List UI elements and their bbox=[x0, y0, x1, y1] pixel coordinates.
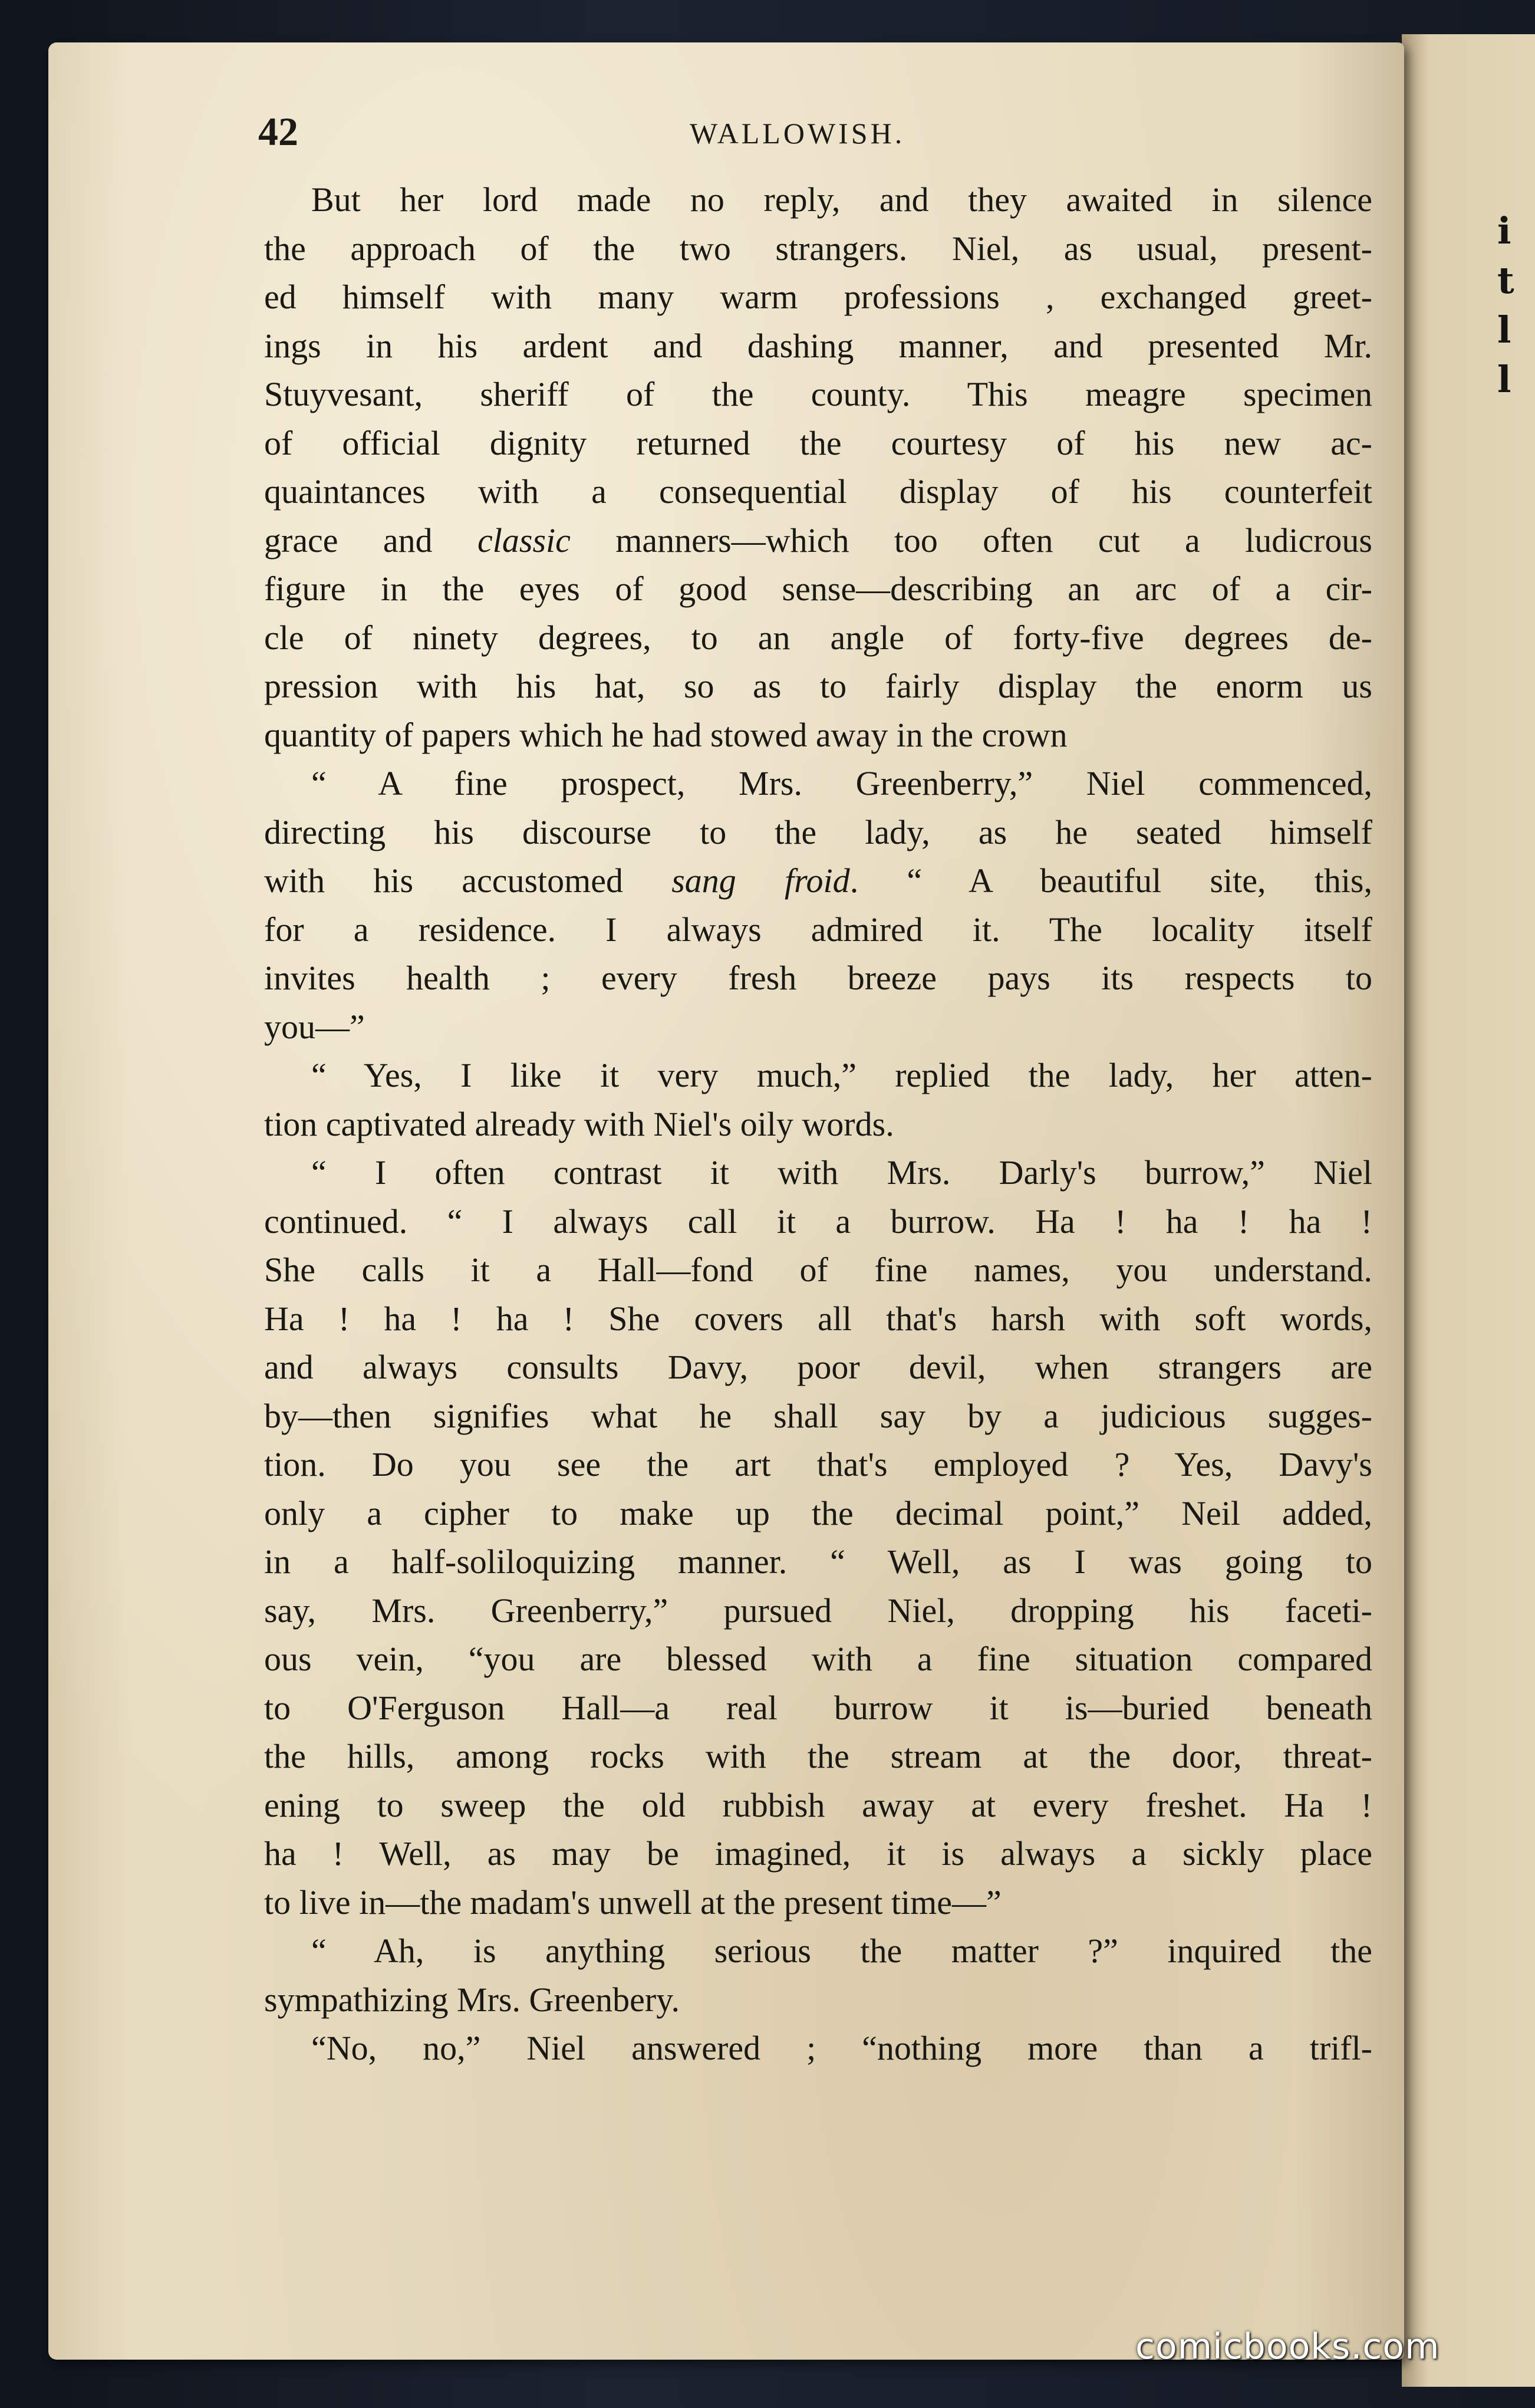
text-line: tion. Do you see the art that's employed ? Yes, Davy's bbox=[264, 1445, 1372, 1483]
text-line: say, Mrs. Greenberry,” pursued Niel, dropping his faceti- bbox=[264, 1591, 1372, 1630]
text-line: ous vein, “you are blessed with a fine situation compared bbox=[264, 1640, 1372, 1678]
text-line: ha ! Well, as may be imagined, it is always a sickly place bbox=[264, 1834, 1372, 1873]
text-line: pression with his hat, so as to fairly display the enorm us bbox=[264, 667, 1372, 705]
text-line: directing his discourse to the lady, as he seated himself bbox=[264, 812, 1372, 851]
page-number: 42 bbox=[258, 109, 298, 154]
text-line: continued. “ I always call it a burrow. Ha ! ha ! ha ! bbox=[264, 1202, 1372, 1241]
text-line: “No, no,” Niel answered ; “nothing more than a trifl- bbox=[311, 2029, 1372, 2067]
italic-word: classic bbox=[477, 521, 571, 560]
text-line: quaintances with a consequential display of his counterfeit bbox=[264, 472, 1372, 511]
text-line: She calls it a Hall—fond of fine names, you understand. bbox=[264, 1251, 1372, 1289]
site-watermark: comicbooks.com bbox=[1135, 2326, 1440, 2367]
text-line: Ha ! ha ! ha ! She covers all that's harsh with soft words, bbox=[264, 1299, 1372, 1338]
text-line: “ A fine prospect, Mrs. Greenberry,” Niel commenced, bbox=[311, 764, 1372, 802]
text-line: invites health ; every fresh breeze pays its respects to bbox=[264, 959, 1372, 997]
text-line: ed himself with many warm professions , exchanged greet- bbox=[264, 278, 1372, 316]
running-head: WALLOWISH. bbox=[690, 117, 905, 150]
facing-page-glyph: l bbox=[1497, 308, 1511, 351]
text-line: by—then signifies what he shall say by a judicious sugges- bbox=[264, 1396, 1372, 1435]
text-line: of official dignity returned the courtesy of his new ac- bbox=[264, 423, 1372, 462]
text-line: “ Yes, I like it very much,” replied the lady, her atten- bbox=[311, 1056, 1372, 1094]
text-line: and always consults Davy, poor devil, when strangers are bbox=[264, 1348, 1372, 1386]
text-line: the approach of the two strangers. Niel, as usual, present- bbox=[264, 229, 1372, 268]
text-line: ening to sweep the old rubbish away at every freshet. Ha ! bbox=[264, 1785, 1372, 1824]
text-line: to live in—the madam's unwell at the present time—” bbox=[264, 1883, 1002, 1922]
text-line: only a cipher to make up the decimal point,” Neil added, bbox=[264, 1494, 1372, 1532]
italic-phrase: sang froid bbox=[671, 861, 850, 900]
text-line: in a half-soliloquizing manner. “ Well, as I was going to bbox=[264, 1542, 1372, 1581]
text-line: to O'Ferguson Hall—a real burrow it is—buried beneath bbox=[264, 1688, 1372, 1727]
text-line: Stuyvesant, sheriff of the county. This meagre specimen bbox=[264, 375, 1372, 413]
text-line: figure in the eyes of good sense—describing an arc of a cir- bbox=[264, 570, 1372, 608]
text-line: quantity of papers which he had stowed away in the crown bbox=[264, 715, 1068, 754]
text-line: “ Ah, is anything serious the matter ?” inquired the bbox=[311, 1932, 1372, 1970]
text-line: with his accustomed sang froid. “ A beautiful site, this, bbox=[264, 861, 1373, 900]
text-line: for a residence. I always admired it. The locality itself bbox=[264, 910, 1372, 949]
facing-page-glyph: i bbox=[1497, 209, 1511, 252]
text-line: “ I often contrast it with Mrs. Darly's burrow,” Niel bbox=[311, 1153, 1372, 1192]
text-line: sympathizing Mrs. Greenbery. bbox=[264, 1980, 680, 2019]
facing-page-glyph: t bbox=[1497, 259, 1514, 302]
text-line: the hills, among rocks with the stream at the door, threat- bbox=[264, 1737, 1372, 1775]
text-line: cle of ninety degrees, to an angle of forty-five degrees de- bbox=[264, 618, 1372, 657]
text-line: ings in his ardent and dashing manner, and presented Mr. bbox=[264, 326, 1372, 365]
page-header bbox=[258, 105, 1355, 158]
text-line: you—” bbox=[264, 1007, 365, 1046]
body-text bbox=[264, 176, 1372, 2073]
facing-page-text-fragments bbox=[1497, 206, 1533, 404]
text-line: But her lord made no reply, and they awaited in silence bbox=[311, 180, 1372, 219]
facing-page-glyph: l bbox=[1497, 358, 1511, 401]
text-line: tion captivated already with Niel's oily words. bbox=[264, 1104, 894, 1143]
text-line: grace and classic manners—which too often cut a ludicrous bbox=[264, 521, 1372, 560]
